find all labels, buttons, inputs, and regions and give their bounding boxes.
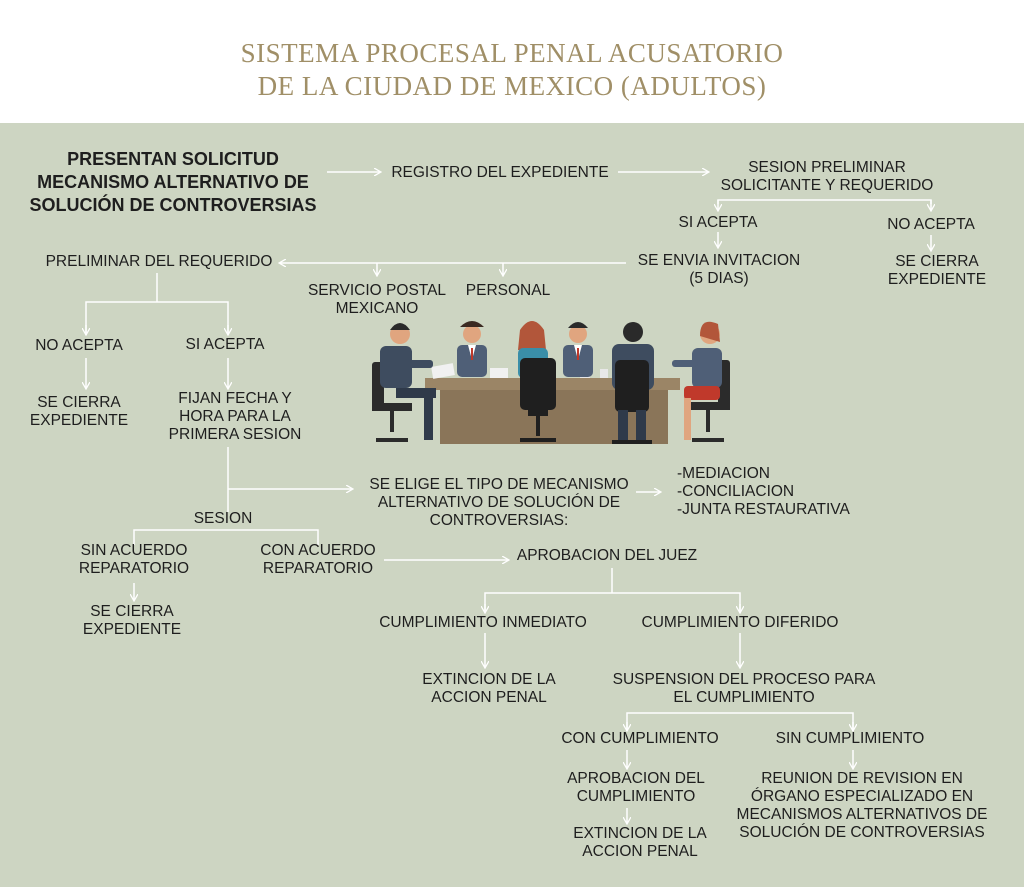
se-cierra-expediente-node-3: SE CIERRA EXPEDIENTE bbox=[82, 603, 182, 638]
se-cierra-expediente-node-1: SE CIERRA EXPEDIENTE bbox=[887, 253, 987, 288]
title-line-1: SISTEMA PROCESAL PENAL ACUSATORIO bbox=[240, 38, 784, 68]
aprobacion-juez-node: APROBACION DEL JUEZ bbox=[516, 547, 698, 564]
si-acepta-node-1: SI ACEPTA bbox=[678, 214, 758, 231]
con-cumplimiento-node: CON CUMPLIMIENTO bbox=[561, 730, 719, 747]
sesion-preliminar-node: SESION PRELIMINAR SOLICITANTE Y REQUERIDO bbox=[720, 159, 934, 194]
aprobacion-cumplimiento-node: APROBACION DEL CUMPLIMIENTO bbox=[567, 770, 705, 805]
fijan-fecha-node: FIJAN FECHA Y HORA PARA LA PRIMERA SESION bbox=[168, 390, 302, 443]
sin-cumplimiento-node: SIN CUMPLIMIENTO bbox=[775, 730, 925, 747]
extincion-accion-node-1: EXTINCION DE LA ACCION PENAL bbox=[422, 671, 556, 706]
presentan-solicitud-node: PRESENTAN SOLICITUD MECANISMO ALTERNATIVO DE SOLUCIÓN DE CONTROVERSIAS bbox=[29, 149, 317, 215]
title-line-2: DE LA CIUDAD DE MEXICO (ADULTOS) bbox=[257, 71, 767, 101]
suspension-proceso-node: SUSPENSION DEL PROCESO PARA EL CUMPLIMIENTO bbox=[612, 671, 876, 706]
sin-acuerdo-node: SIN ACUERDO REPARATORIO bbox=[78, 542, 190, 577]
se-cierra-expediente-node-2: SE CIERRA EXPEDIENTE bbox=[29, 394, 129, 429]
registro-expediente-node: REGISTRO DEL EXPEDIENTE bbox=[391, 164, 609, 181]
con-acuerdo-node: CON ACUERDO REPARATORIO bbox=[260, 542, 376, 577]
servicio-postal-node: SERVICIO POSTAL MEXICANO bbox=[307, 282, 447, 317]
sesion-node: SESION bbox=[193, 510, 253, 527]
si-acepta-node-2: SI ACEPTA bbox=[185, 336, 265, 353]
personal-node: PERSONAL bbox=[465, 282, 551, 299]
preliminar-requerido-node: PRELIMINAR DEL REQUERIDO bbox=[45, 253, 273, 270]
reunion-revision-node: REUNION DE REVISION EN ÓRGANO ESPECIALIZADO EN MECANISMOS ALTERNATIVOS DE SOLUCIÓN DE CONTROVERSIAS bbox=[736, 770, 988, 841]
branch-sesion-preliminar bbox=[718, 200, 931, 204]
extincion-accion-node-2: EXTINCION DE LA ACCION PENAL bbox=[573, 825, 707, 860]
no-acepta-node-1: NO ACEPTA bbox=[887, 216, 975, 233]
elige-tipo-mecanismo-node: SE ELIGE EL TIPO DE MECANISMO ALTERNATIVO DE SOLUCIÓN DE CONTROVERSIAS: bbox=[369, 476, 629, 529]
cumplimiento-diferido-node: CUMPLIMIENTO DIFERIDO bbox=[641, 614, 839, 631]
meeting-illustration bbox=[372, 321, 730, 444]
envia-invitacion-node: SE ENVIA INVITACION (5 DIAS) bbox=[637, 252, 801, 287]
cumplimiento-inmediato-node: CUMPLIMIENTO INMEDIATO bbox=[379, 614, 587, 631]
tipos-mecanismo-list: -MEDIACION -CONCILIACION -JUNTA RESTAURATIVA bbox=[677, 465, 850, 518]
no-acepta-node-2: NO ACEPTA bbox=[35, 337, 123, 354]
